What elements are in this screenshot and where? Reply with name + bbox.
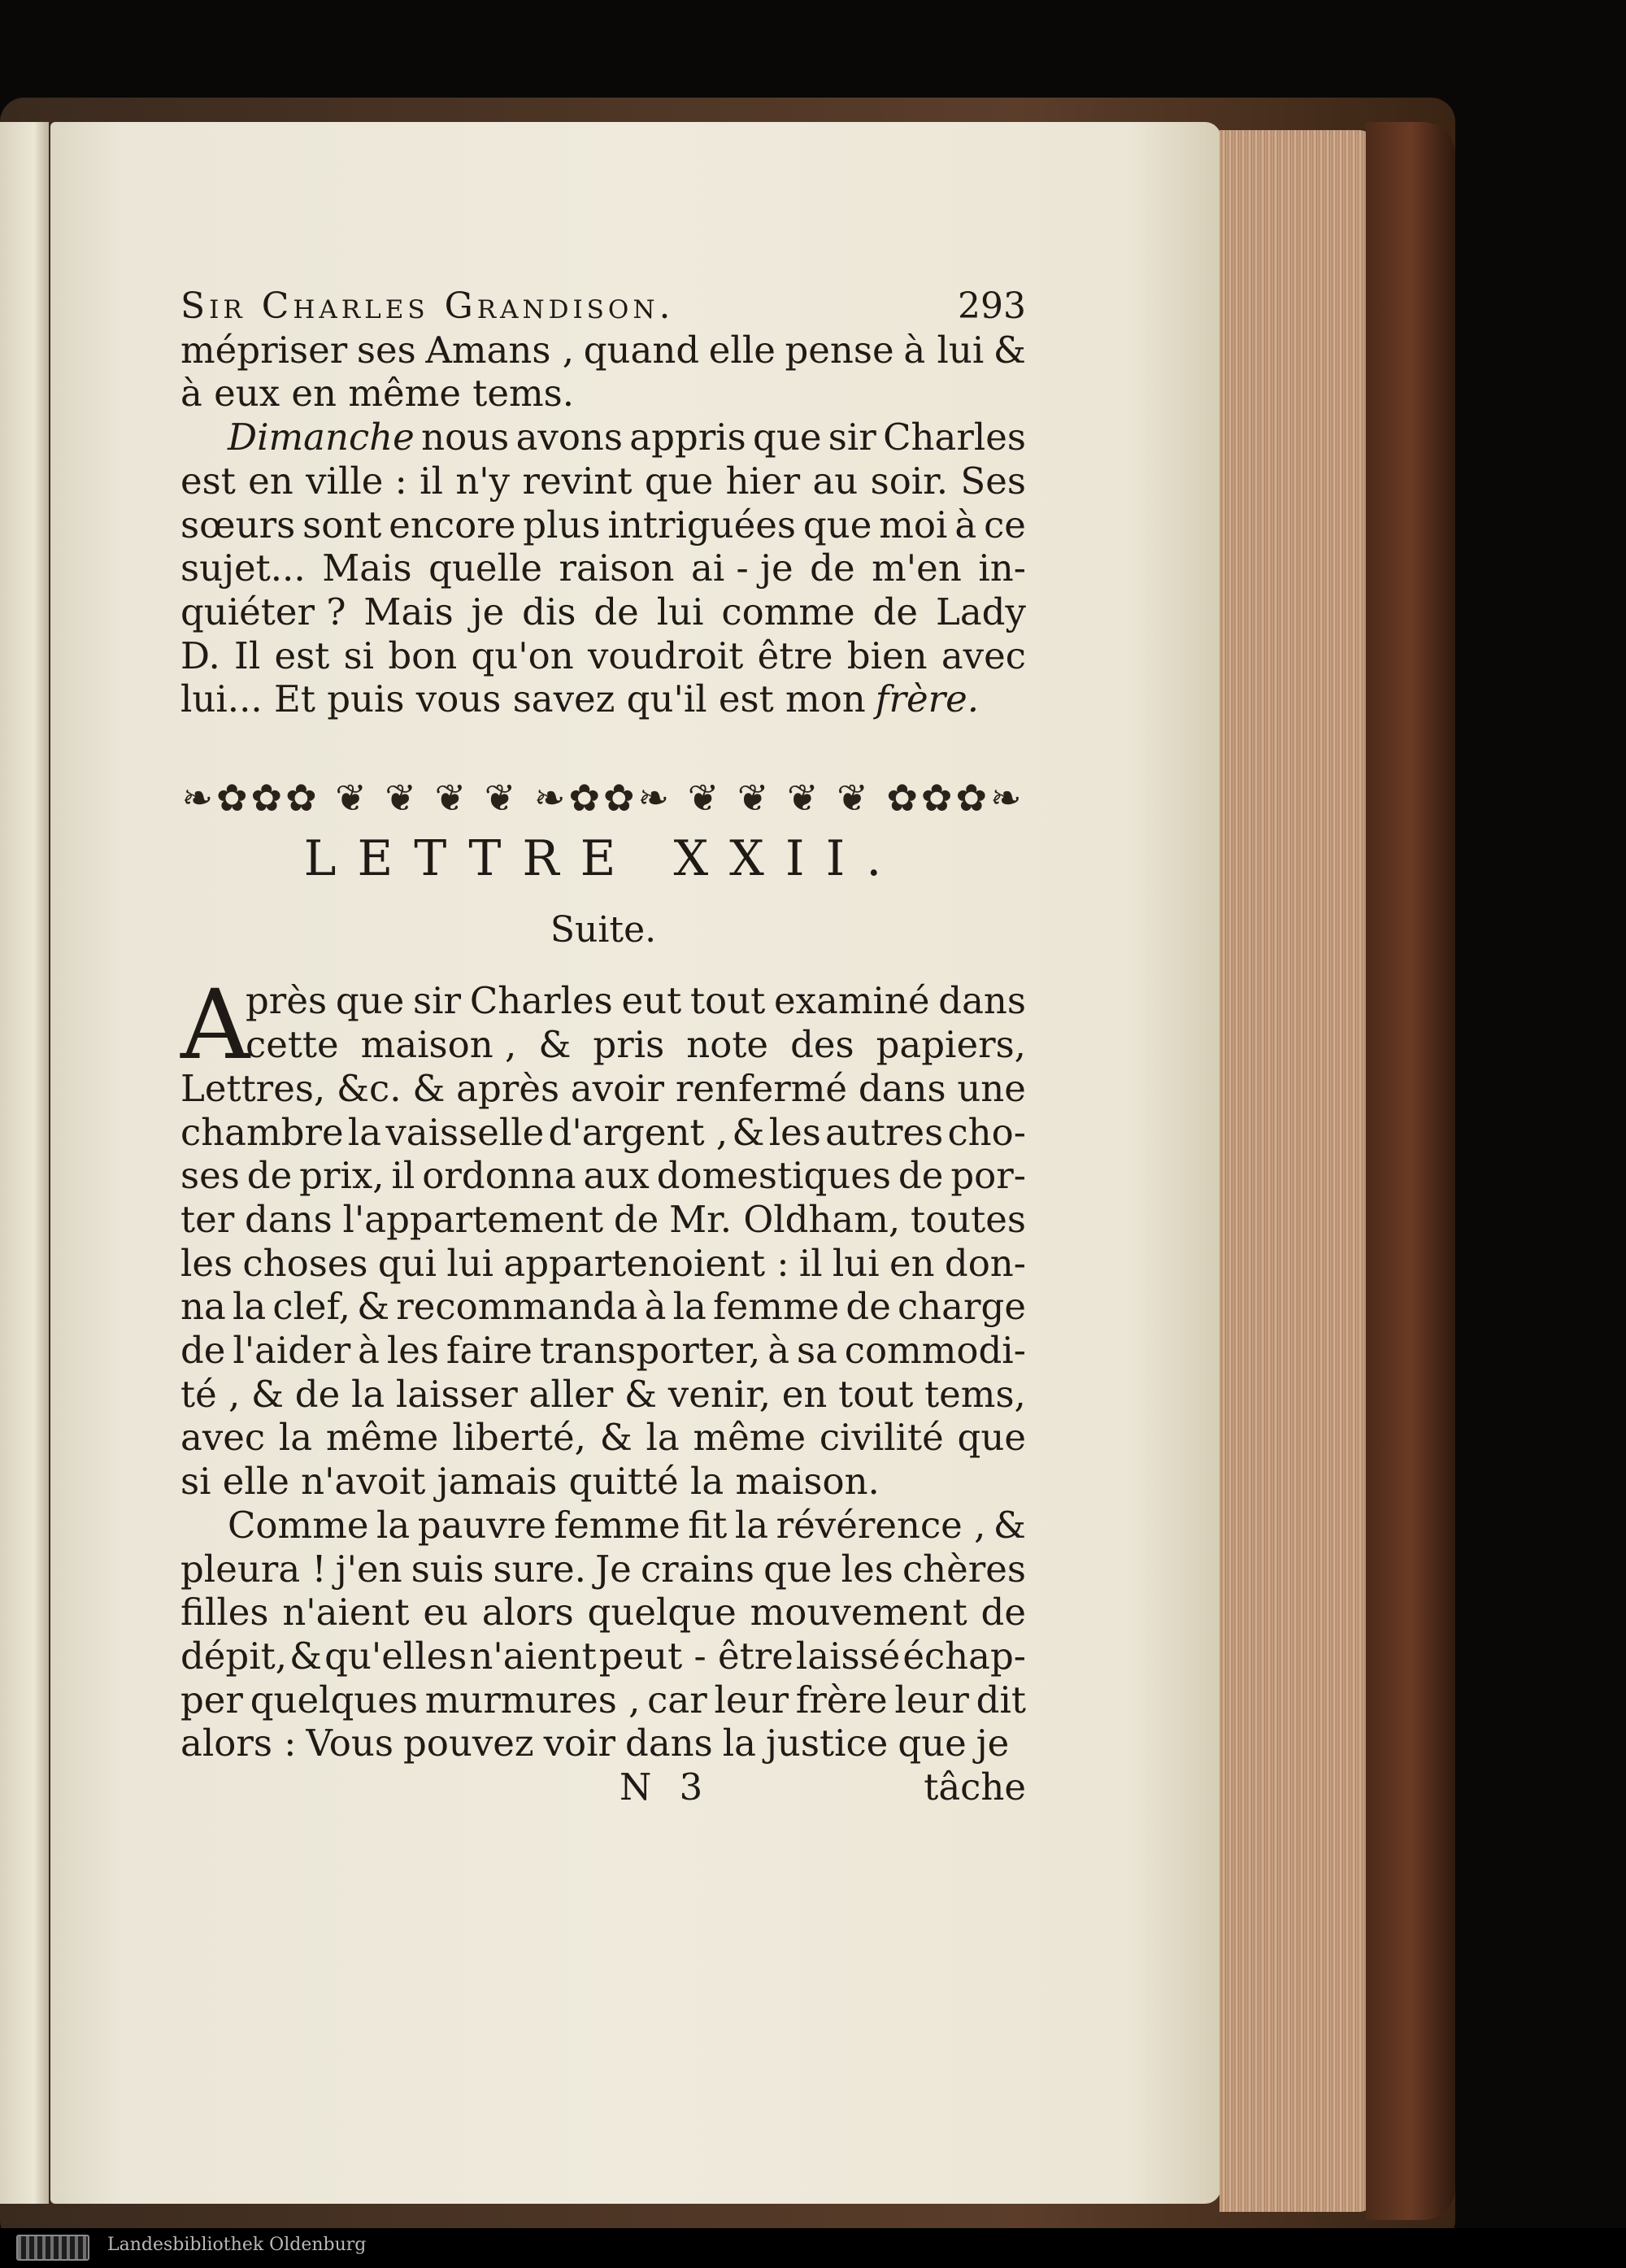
- word: au: [812, 459, 859, 503]
- word: dans: [245, 1197, 333, 1241]
- letter-subheading: Suite.: [550, 908, 657, 951]
- word: Charles: [883, 416, 1026, 459]
- word: Dimanche: [228, 416, 415, 459]
- text-line: [180, 1242, 1026, 1286]
- word: leur: [894, 1678, 969, 1722]
- word: près: [246, 979, 328, 1023]
- word: choses: [242, 1241, 368, 1285]
- letter-heading: LETTRE XXII.: [303, 829, 903, 887]
- text-line: [180, 979, 1026, 1023]
- word: quiéter ?: [180, 590, 346, 633]
- word: en: [248, 459, 293, 503]
- word: Lady: [935, 590, 1026, 633]
- word: sir: [828, 416, 876, 459]
- word: sont: [302, 503, 382, 546]
- text-line: [180, 1154, 1026, 1198]
- word: cette: [246, 1023, 339, 1067]
- word: voudroit: [587, 633, 744, 677]
- text-line: [180, 416, 1026, 459]
- word: nous: [421, 416, 510, 459]
- text-line: [180, 1111, 1026, 1155]
- word: de: [872, 590, 919, 633]
- word: Comme: [228, 1503, 369, 1547]
- word: les: [768, 1110, 821, 1154]
- word: m'en: [872, 546, 962, 590]
- word: appris: [629, 416, 746, 459]
- text-line: [180, 1504, 1026, 1548]
- word: plus: [523, 503, 601, 546]
- word: ville :: [306, 459, 407, 503]
- word: qu'elles: [324, 1634, 467, 1678]
- paragraph: [180, 969, 1026, 1504]
- word: qu'on: [471, 633, 574, 677]
- word: eu: [423, 1591, 469, 1635]
- word: venir,: [667, 1372, 772, 1416]
- text-line: [180, 1460, 1026, 1504]
- catchword: tâche: [924, 1765, 1026, 1809]
- word: sure.: [493, 1547, 586, 1591]
- word: une: [957, 1066, 1026, 1110]
- word: moi: [879, 503, 948, 546]
- word: Ses: [960, 459, 1026, 503]
- library-name: Landesbibliothek Oldenburg: [107, 2235, 367, 2255]
- word: est: [180, 459, 236, 503]
- word: encore: [389, 503, 516, 546]
- word: la: [646, 1416, 680, 1460]
- word: ai - je: [690, 546, 793, 590]
- text-line: [180, 1067, 1026, 1111]
- word: tout: [689, 979, 766, 1023]
- word: femme: [554, 1503, 680, 1547]
- word: transporter,: [539, 1329, 761, 1373]
- word: &c.: [337, 1066, 402, 1110]
- word: avons: [515, 416, 623, 459]
- word: faire: [446, 1329, 533, 1373]
- word: si: [343, 633, 375, 677]
- word: quelle: [428, 546, 542, 590]
- word: tout: [838, 1372, 914, 1416]
- word: la: [350, 1372, 385, 1416]
- word: de: [180, 1329, 226, 1373]
- text-line: [180, 372, 1026, 416]
- word: avec: [941, 633, 1026, 677]
- word: de: [980, 1591, 1026, 1635]
- paragraph: [180, 329, 1026, 416]
- word: à: [644, 1285, 667, 1329]
- word: il: [391, 1154, 415, 1198]
- paragraph: [180, 1504, 1026, 1765]
- word: je: [976, 1722, 1010, 1765]
- text-line: [180, 1285, 1026, 1329]
- word: hier: [725, 459, 801, 503]
- signature-mark: N 3: [620, 1765, 711, 1809]
- word: je: [471, 590, 505, 633]
- word: lui... Et puis vous savez qu'il est mon: [180, 677, 866, 721]
- word: sujet...: [180, 546, 306, 590]
- word: sa: [796, 1329, 837, 1373]
- word: la: [672, 1285, 706, 1329]
- word: alors :: [180, 1722, 297, 1765]
- word: bon: [388, 633, 458, 677]
- word: fit: [688, 1503, 728, 1547]
- text-line: [180, 590, 1026, 634]
- word: Je: [595, 1547, 632, 1591]
- word: la: [232, 1285, 267, 1329]
- word: la: [278, 1416, 313, 1460]
- word: même: [693, 1416, 806, 1460]
- page-text: [180, 285, 1026, 1809]
- word: prix,: [299, 1154, 385, 1198]
- word: revint: [522, 459, 633, 503]
- word: quand: [583, 328, 700, 372]
- word: Mais: [322, 546, 412, 590]
- word: ordonna: [422, 1154, 576, 1198]
- word: &: [599, 1416, 633, 1460]
- word: des: [790, 1023, 854, 1067]
- word: laisser: [395, 1372, 518, 1416]
- word: dans: [625, 1722, 713, 1765]
- word: pauvre: [417, 1503, 546, 1547]
- word: n'y: [455, 459, 511, 503]
- word: lui: [446, 1241, 494, 1285]
- word: car: [647, 1678, 707, 1722]
- word: l'aider: [233, 1329, 351, 1373]
- word: chères: [902, 1547, 1026, 1591]
- word: Mr. Oldham,: [669, 1197, 901, 1241]
- word: femme: [713, 1285, 840, 1329]
- word: à lui: [903, 328, 985, 372]
- word: après: [456, 1066, 560, 1110]
- word: voir: [543, 1722, 616, 1765]
- word: dis: [522, 590, 576, 633]
- word: Il: [234, 633, 261, 677]
- text-line: [180, 329, 1026, 372]
- word: avoir: [570, 1066, 665, 1110]
- text-line: [180, 1329, 1026, 1373]
- word: intriguées: [607, 503, 796, 546]
- word: appartenoient :: [503, 1241, 789, 1285]
- word: en: [781, 1372, 828, 1416]
- word: révérence ,: [776, 1503, 986, 1547]
- left-page-edge: [0, 122, 49, 2204]
- word: n'aient: [282, 1591, 410, 1635]
- drop-cap: A: [180, 969, 250, 1082]
- word: pris: [593, 1023, 665, 1067]
- text-line: [180, 459, 1026, 503]
- word: que: [802, 503, 872, 546]
- word: don-: [944, 1241, 1026, 1285]
- word: la: [347, 1110, 382, 1154]
- text-line: [180, 1023, 1026, 1067]
- word: que: [753, 416, 822, 459]
- page-footer: [180, 1765, 1026, 1809]
- word: les: [841, 1547, 893, 1591]
- word: per: [180, 1678, 243, 1722]
- word: les: [386, 1329, 440, 1373]
- word: clef,: [272, 1285, 350, 1329]
- word: &: [538, 1023, 572, 1067]
- word: aller: [528, 1372, 614, 1416]
- word: à: [954, 503, 977, 546]
- word: il: [420, 459, 443, 503]
- word: dans: [938, 979, 1026, 1023]
- word: soir.: [870, 459, 949, 503]
- word: que: [335, 979, 405, 1023]
- page-number: 293: [958, 285, 1026, 327]
- text-line: [180, 1373, 1026, 1417]
- text-line: [180, 1416, 1026, 1460]
- word: quelques: [250, 1678, 419, 1722]
- word: domestiques: [656, 1154, 891, 1198]
- word: chambre: [180, 1110, 344, 1154]
- word: aux: [583, 1154, 650, 1198]
- word: cho-: [947, 1110, 1026, 1154]
- running-title: Sir Charles Grandison.: [180, 285, 675, 327]
- word: autres: [825, 1110, 944, 1154]
- word: laissé: [795, 1634, 901, 1678]
- text-line: [180, 503, 1026, 547]
- word: &: [251, 1372, 285, 1416]
- word: té ,: [180, 1372, 241, 1416]
- word: j'en: [335, 1547, 402, 1591]
- drop-cap-paragraph: [180, 969, 1026, 1504]
- text-line: [180, 677, 1026, 721]
- word: &: [993, 328, 1026, 372]
- word: avec: [180, 1416, 266, 1460]
- word: à: [767, 1329, 790, 1373]
- text-line: [180, 1591, 1026, 1635]
- text-line: [180, 634, 1026, 678]
- word: mépriser: [180, 328, 348, 372]
- word: quelque: [587, 1591, 737, 1635]
- word: renfermé: [675, 1066, 848, 1110]
- word: que: [644, 459, 714, 503]
- word: ce: [984, 503, 1026, 546]
- word: qui: [377, 1241, 437, 1285]
- word: les: [180, 1241, 233, 1285]
- word: Amans ,: [425, 328, 575, 372]
- word: justice: [765, 1722, 889, 1765]
- word: de: [593, 590, 639, 633]
- word: raison: [559, 546, 675, 590]
- cover-edge: [1366, 122, 1455, 2220]
- word: Mais: [363, 590, 454, 633]
- word: être: [757, 633, 833, 677]
- word: toutes: [910, 1197, 1026, 1241]
- word: civilité: [819, 1416, 944, 1460]
- word: &: [624, 1372, 658, 1416]
- word: comme: [721, 590, 855, 633]
- word: maison ,: [360, 1023, 517, 1067]
- word: murmures ,: [424, 1678, 641, 1722]
- word: lui: [656, 590, 704, 633]
- word: sœurs: [180, 503, 296, 546]
- word: bien: [846, 633, 928, 677]
- ornament-divider: ❧✿✿✿ ❦ ❦ ❦ ❦ ❧✿✿❧ ❦ ❦ ❦ ❦ ✿✿✿❧: [181, 776, 1025, 821]
- word: eut: [621, 979, 682, 1023]
- word: n'aient: [469, 1634, 597, 1678]
- word: &: [993, 1503, 1026, 1547]
- word: crains: [640, 1547, 754, 1591]
- word: dans: [858, 1066, 946, 1110]
- word: &: [289, 1634, 323, 1678]
- word: que: [898, 1722, 967, 1765]
- word: D.: [180, 633, 220, 677]
- word: à eux en même tems.: [180, 372, 575, 416]
- word: filles: [180, 1591, 269, 1635]
- word: ter: [180, 1197, 235, 1241]
- word: commodi-: [844, 1329, 1026, 1373]
- word: liberté,: [452, 1416, 586, 1460]
- word: elle: [708, 328, 776, 372]
- word: la: [376, 1503, 411, 1547]
- word: d'argent ,: [548, 1110, 728, 1154]
- word: pouvez: [402, 1722, 534, 1765]
- word: charge: [897, 1285, 1026, 1329]
- word: que: [763, 1547, 833, 1591]
- word: frère: [795, 1678, 888, 1722]
- word: de: [810, 546, 855, 590]
- word: &: [412, 1066, 446, 1110]
- word: &: [357, 1285, 390, 1329]
- paragraph: [180, 416, 1026, 721]
- text-line: [180, 1635, 1026, 1678]
- word: leur: [714, 1678, 789, 1722]
- word: que: [957, 1416, 1026, 1460]
- word: de: [846, 1285, 891, 1329]
- word: ses: [356, 328, 416, 372]
- word: est: [274, 633, 330, 677]
- word: na: [180, 1285, 226, 1329]
- word: alors: [481, 1591, 574, 1635]
- word: la: [734, 1503, 769, 1547]
- running-header: [180, 285, 1026, 329]
- word: vaisselle: [385, 1110, 545, 1154]
- word: dit: [976, 1678, 1026, 1722]
- word: frère.: [875, 677, 980, 721]
- word: si elle n'avoit jamais quitté la maison.: [180, 1460, 880, 1504]
- word: tems,: [924, 1372, 1026, 1416]
- word: Charles: [469, 979, 613, 1023]
- word: por-: [950, 1154, 1026, 1198]
- word: il: [798, 1241, 823, 1285]
- word: peut - être: [598, 1634, 793, 1678]
- word: mouvement: [750, 1591, 967, 1635]
- page-edges: [1220, 130, 1374, 2212]
- word: en: [889, 1241, 935, 1285]
- word: la: [722, 1722, 756, 1765]
- word: de: [246, 1154, 293, 1198]
- library-logo-icon: [16, 2235, 89, 2261]
- text-line: [180, 1198, 1026, 1242]
- word: pleura !: [180, 1547, 327, 1591]
- word: dépit,: [180, 1634, 288, 1678]
- word: papiers,: [876, 1023, 1026, 1067]
- word: de: [294, 1372, 341, 1416]
- text-line: [180, 1722, 1026, 1765]
- word: Vous: [306, 1722, 393, 1765]
- word: suis: [411, 1547, 485, 1591]
- word: note: [686, 1023, 769, 1067]
- word: à: [358, 1329, 380, 1373]
- word: in-: [978, 546, 1026, 590]
- word: sir: [413, 979, 462, 1023]
- word: de: [898, 1154, 944, 1198]
- word: examiné: [773, 979, 930, 1023]
- text-line: [180, 546, 1026, 590]
- text-line: [180, 1678, 1026, 1722]
- word: l'appartement: [342, 1197, 604, 1241]
- word: lui: [832, 1241, 880, 1285]
- word: échap-: [902, 1634, 1026, 1678]
- word: de: [613, 1197, 659, 1241]
- word: &: [732, 1110, 765, 1154]
- word: pense: [785, 328, 894, 372]
- word: ses: [180, 1154, 240, 1198]
- word: Lettres,: [180, 1066, 326, 1110]
- word: recommanda: [396, 1285, 638, 1329]
- word: même: [325, 1416, 439, 1460]
- text-line: [180, 1548, 1026, 1591]
